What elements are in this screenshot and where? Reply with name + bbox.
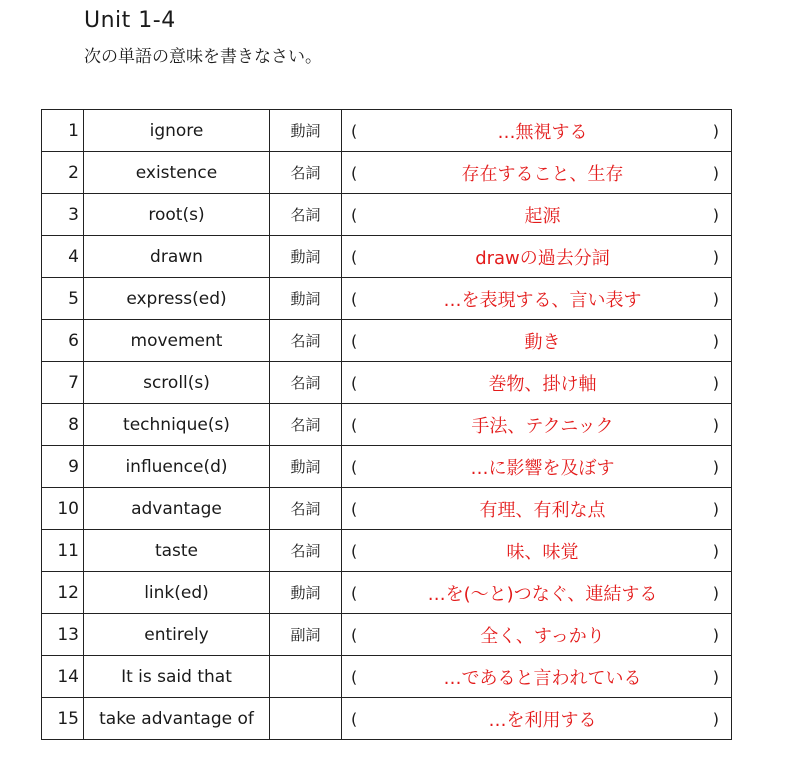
table-row — [42, 320, 732, 362]
table-row — [42, 446, 732, 488]
answer-cell — [342, 488, 732, 530]
open-paren: ( — [351, 625, 358, 644]
vocabulary-table — [41, 109, 732, 740]
part-of-speech: 名詞 — [270, 488, 342, 530]
answer-cell — [342, 698, 732, 740]
japanese-meaning: 巻物、掛け軸 — [488, 373, 597, 395]
open-paren: ( — [351, 457, 358, 476]
table-row — [42, 110, 732, 152]
instruction-text: 次の単語の意味を書きなさい。 — [84, 47, 322, 67]
answer-cell — [342, 362, 732, 404]
open-paren: ( — [351, 289, 358, 308]
row-number: 2 — [42, 152, 84, 194]
english-word: taste — [84, 530, 270, 572]
part-of-speech — [270, 698, 342, 740]
english-word: link(ed) — [84, 572, 270, 614]
table-row — [42, 194, 732, 236]
japanese-meaning: 手法、テクニック — [471, 415, 614, 437]
close-paren: ) — [712, 457, 719, 476]
english-word: influence(d) — [84, 446, 270, 488]
japanese-meaning: …に影響を及ぼす — [470, 457, 615, 479]
answer-cell — [342, 194, 732, 236]
open-paren: ( — [351, 709, 358, 728]
english-word: take advantage of — [84, 698, 270, 740]
japanese-meaning: 有理、有利な点 — [479, 499, 606, 521]
close-paren: ) — [712, 583, 719, 602]
close-paren: ) — [712, 247, 719, 266]
english-word: ignore — [84, 110, 270, 152]
open-paren: ( — [351, 415, 358, 434]
row-number: 8 — [42, 404, 84, 446]
english-word: movement — [84, 320, 270, 362]
row-number: 14 — [42, 656, 84, 698]
answer-cell — [342, 152, 732, 194]
row-number: 9 — [42, 446, 84, 488]
japanese-meaning: 存在すること、生存 — [461, 163, 624, 185]
page-title: Unit 1-4 — [84, 8, 176, 33]
japanese-meaning: drawの過去分詞 — [475, 247, 610, 269]
part-of-speech: 動詞 — [270, 278, 342, 320]
close-paren: ) — [712, 289, 719, 308]
japanese-meaning: 起源 — [524, 205, 561, 227]
part-of-speech: 動詞 — [270, 446, 342, 488]
close-paren: ) — [712, 625, 719, 644]
japanese-meaning: 全く、すっかり — [480, 625, 605, 647]
answer-cell — [342, 656, 732, 698]
row-number: 7 — [42, 362, 84, 404]
row-number: 15 — [42, 698, 84, 740]
answer-cell — [342, 530, 732, 572]
table-row — [42, 236, 732, 278]
part-of-speech: 名詞 — [270, 320, 342, 362]
open-paren: ( — [351, 247, 358, 266]
open-paren: ( — [351, 541, 358, 560]
japanese-meaning: …無視する — [497, 121, 588, 143]
answer-cell — [342, 320, 732, 362]
close-paren: ) — [712, 163, 719, 182]
open-paren: ( — [351, 499, 358, 518]
english-word: root(s) — [84, 194, 270, 236]
english-word: express(ed) — [84, 278, 270, 320]
english-word: technique(s) — [84, 404, 270, 446]
answer-cell — [342, 404, 732, 446]
english-word: scroll(s) — [84, 362, 270, 404]
open-paren: ( — [351, 205, 358, 224]
open-paren: ( — [351, 583, 358, 602]
table-row — [42, 362, 732, 404]
close-paren: ) — [712, 415, 719, 434]
vocabulary-table-body — [42, 110, 732, 740]
close-paren: ) — [712, 121, 719, 140]
part-of-speech: 名詞 — [270, 404, 342, 446]
close-paren: ) — [712, 373, 719, 392]
japanese-meaning: 味、味覚 — [506, 541, 579, 563]
japanese-meaning: …を表現する、言い表す — [443, 289, 642, 311]
row-number: 13 — [42, 614, 84, 656]
part-of-speech: 動詞 — [270, 236, 342, 278]
part-of-speech: 名詞 — [270, 152, 342, 194]
answer-cell — [342, 110, 732, 152]
close-paren: ) — [712, 205, 719, 224]
open-paren: ( — [351, 163, 358, 182]
japanese-meaning: …であると言われている — [443, 667, 642, 689]
close-paren: ) — [712, 667, 719, 686]
part-of-speech: 動詞 — [270, 110, 342, 152]
close-paren: ) — [712, 331, 719, 350]
table-row — [42, 152, 732, 194]
japanese-meaning: …を(～と)つなぐ、連結する — [427, 583, 658, 605]
japanese-meaning: …を利用する — [488, 709, 597, 731]
part-of-speech: 動詞 — [270, 572, 342, 614]
close-paren: ) — [712, 499, 719, 518]
answer-cell — [342, 572, 732, 614]
table-row — [42, 488, 732, 530]
open-paren: ( — [351, 331, 358, 350]
part-of-speech: 名詞 — [270, 362, 342, 404]
row-number: 3 — [42, 194, 84, 236]
close-paren: ) — [712, 709, 719, 728]
row-number: 1 — [42, 110, 84, 152]
english-word: drawn — [84, 236, 270, 278]
part-of-speech — [270, 656, 342, 698]
english-word: advantage — [84, 488, 270, 530]
open-paren: ( — [351, 373, 358, 392]
row-number: 10 — [42, 488, 84, 530]
part-of-speech: 名詞 — [270, 530, 342, 572]
table-row — [42, 656, 732, 698]
answer-cell — [342, 614, 732, 656]
answer-cell — [342, 446, 732, 488]
answer-cell — [342, 278, 732, 320]
row-number: 12 — [42, 572, 84, 614]
english-word: entirely — [84, 614, 270, 656]
row-number: 6 — [42, 320, 84, 362]
open-paren: ( — [351, 667, 358, 686]
part-of-speech: 副詞 — [270, 614, 342, 656]
table-row — [42, 698, 732, 740]
close-paren: ) — [712, 541, 719, 560]
answer-cell — [342, 236, 732, 278]
table-row — [42, 278, 732, 320]
japanese-meaning: 動き — [524, 331, 561, 353]
table-row — [42, 572, 732, 614]
english-word: existence — [84, 152, 270, 194]
table-row — [42, 530, 732, 572]
row-number: 4 — [42, 236, 84, 278]
table-row — [42, 404, 732, 446]
row-number: 5 — [42, 278, 84, 320]
english-word: It is said that — [84, 656, 270, 698]
open-paren: ( — [351, 121, 358, 140]
table-row — [42, 614, 732, 656]
part-of-speech: 名詞 — [270, 194, 342, 236]
row-number: 11 — [42, 530, 84, 572]
